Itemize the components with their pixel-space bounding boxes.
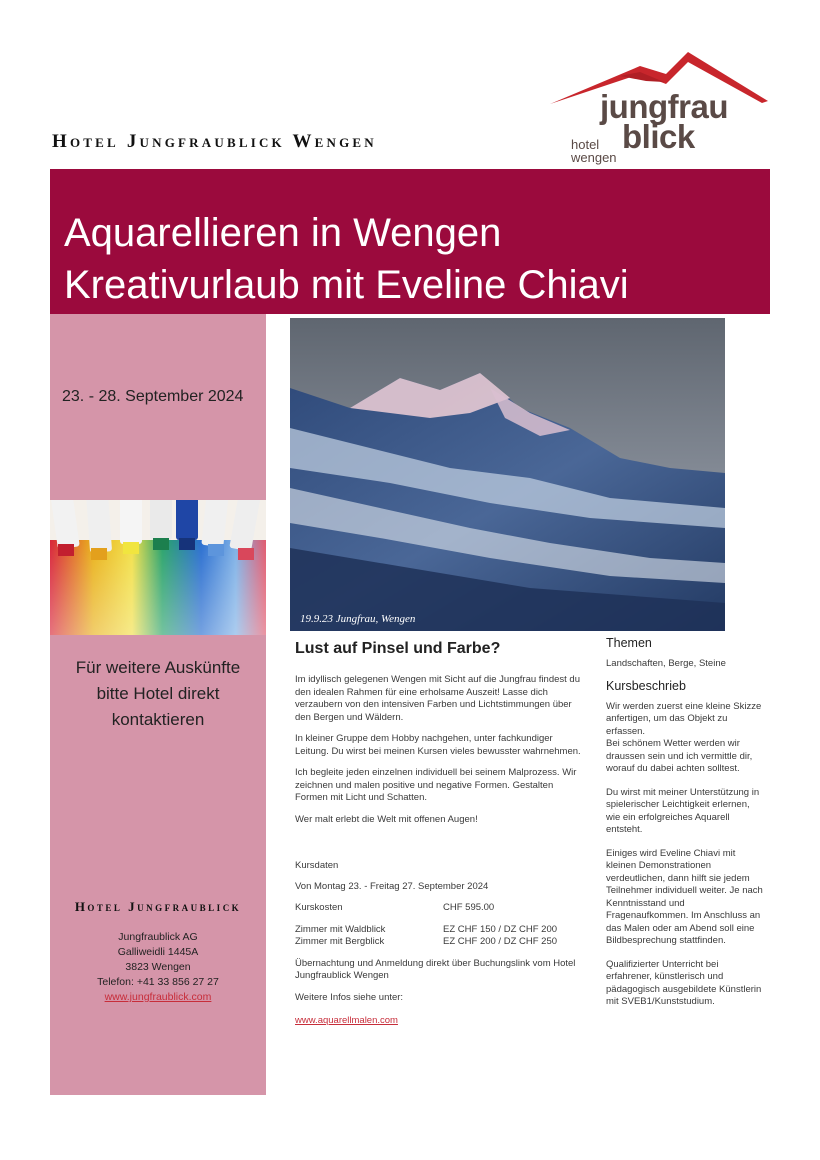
kurskosten-label: Kurskosten xyxy=(295,902,343,913)
themen-heading: Themen xyxy=(606,636,652,650)
contact-call-to-action xyxy=(52,655,264,733)
painting-signature: 19.9.23 Jungfrau, Wengen xyxy=(300,613,416,625)
logo-word-jungfrau: jungfrau xyxy=(600,88,728,125)
hotel-website-link[interactable]: www.jungfraublick.com xyxy=(104,991,212,1003)
kursdaten-label: Kursdaten xyxy=(295,860,339,871)
address-line: Jungfraublick AG xyxy=(118,931,198,943)
kurskosten-value: CHF 595.00 xyxy=(443,902,495,913)
room-price: EZ CHF 150 / DZ CHF 200 xyxy=(443,924,558,935)
themen-text: Landschaften, Berge, Steine xyxy=(606,657,726,669)
kursbeschrieb-paragraph: Wir werden zuerst eine kleine Skizze anfertigen, um das Objekt zu erfassen. Bei schönem Wetter werden wir draussen sein und ich vermittle dir, worauf du dabei achten solltest. xyxy=(606,700,762,774)
room-name: Zimmer mit Bergblick xyxy=(295,936,385,947)
main-column xyxy=(295,640,585,835)
course-details xyxy=(295,860,595,1026)
banner-title-line2: Kreativurlaub mit Eveline Chiavi xyxy=(64,263,629,307)
watercolor-painting xyxy=(290,318,725,631)
contact-line-2: bitte Hotel direkt xyxy=(96,684,220,703)
logo-word-hotel: hotel xyxy=(571,137,600,152)
contact-line-1: Für weitere Auskünfte xyxy=(75,658,241,677)
logo-word-wengen: wengen xyxy=(571,150,617,165)
course-dates: 23. - 28. September 2024 xyxy=(62,388,244,405)
intro-paragraph: Wer malt erlebt die Welt mit offenen Augen! xyxy=(295,813,478,825)
contact-line-3: kontaktieren xyxy=(111,710,205,729)
hotel-heading: Hotel Jungfraublick Wengen xyxy=(52,131,377,152)
kursdaten-value: Von Montag 23. - Freitag 27. September 2024 xyxy=(295,881,489,892)
kursbeschrieb-heading: Kursbeschrieb xyxy=(606,679,686,693)
kursbeschrieb-paragraph: Einiges wird Eveline Chiavi mit kleinen Demonstrationen verdeutlichen, dann hilft sie jedem Teilnehmer individuell weiter. Je nach Kenntnisstand und Fragenaufkommen. Im Anschluss an das Malen oder am Abend soll eine Bildbesprechung stattfinden. xyxy=(606,847,763,946)
hotel-address xyxy=(52,930,264,1005)
paint-tubes-photo xyxy=(50,500,266,635)
right-column xyxy=(606,637,766,1020)
main-heading: Lust auf Pinsel und Farbe? xyxy=(295,640,501,657)
intro-paragraph: Ich begleite jeden einzelnen individuell bei seinem Malprozess. Wir zeichnen und malen positive und negative Formen. Gestalten Formen mit Licht und Schatten. xyxy=(295,767,577,803)
address-line: 3823 Wengen xyxy=(125,961,191,973)
intro-paragraph: In kleiner Gruppe dem Hobby nachgehen, unter fachkundiger Leitung. Du wirst bei meinen Kursen vieles bewusster wahrnehmen. xyxy=(295,733,581,757)
phone-line: Telefon: +41 33 856 27 27 xyxy=(97,976,219,988)
more-info-label: Weitere Infos siehe unter: xyxy=(295,992,404,1003)
hotel-logo xyxy=(548,46,778,171)
room-row xyxy=(295,924,595,936)
kursbeschrieb-paragraph: Qualifizierter Unterricht bei erfahrener, künstlerisch und pädagogisch ausgebildete Künstlerin mit SVEB1/Kunststudium. xyxy=(606,958,762,1007)
intro-paragraph: Im idyllisch gelegenen Wengen mit Sicht auf die Jungfrau findest du den idealen Rahmen für eine erholsame Auszeit! Lasse dich verzaubern von den intensiven Farben und Lichtstimmungen über den Bergen und Wäldern. xyxy=(295,674,580,723)
booking-note: Übernachtung und Anmeldung direkt über Buchungslink vom Hotel Jungfraublick Wengen xyxy=(295,958,576,981)
title-banner xyxy=(50,169,770,314)
room-name: Zimmer mit Waldblick xyxy=(295,924,386,935)
room-row xyxy=(295,936,595,948)
kurskosten-row xyxy=(295,902,595,914)
address-line: Galliweidli 1445A xyxy=(117,946,199,958)
room-price: EZ CHF 200 / DZ CHF 250 xyxy=(443,936,558,947)
banner-title-line1: Aquarellieren in Wengen xyxy=(64,211,502,255)
kursbeschrieb-paragraph: Du wirst mit meiner Unterstützung in spielerischer Leichtigkeit erlernen, wie ein erfolgreiches Aquarell entsteht. xyxy=(606,786,760,835)
logo-word-blick: blick xyxy=(622,118,695,155)
sidebar-hotel-name: Hotel Jungfraublick xyxy=(74,899,242,914)
aquarellmalen-link[interactable]: www.aquarellmalen.com xyxy=(295,1015,398,1026)
